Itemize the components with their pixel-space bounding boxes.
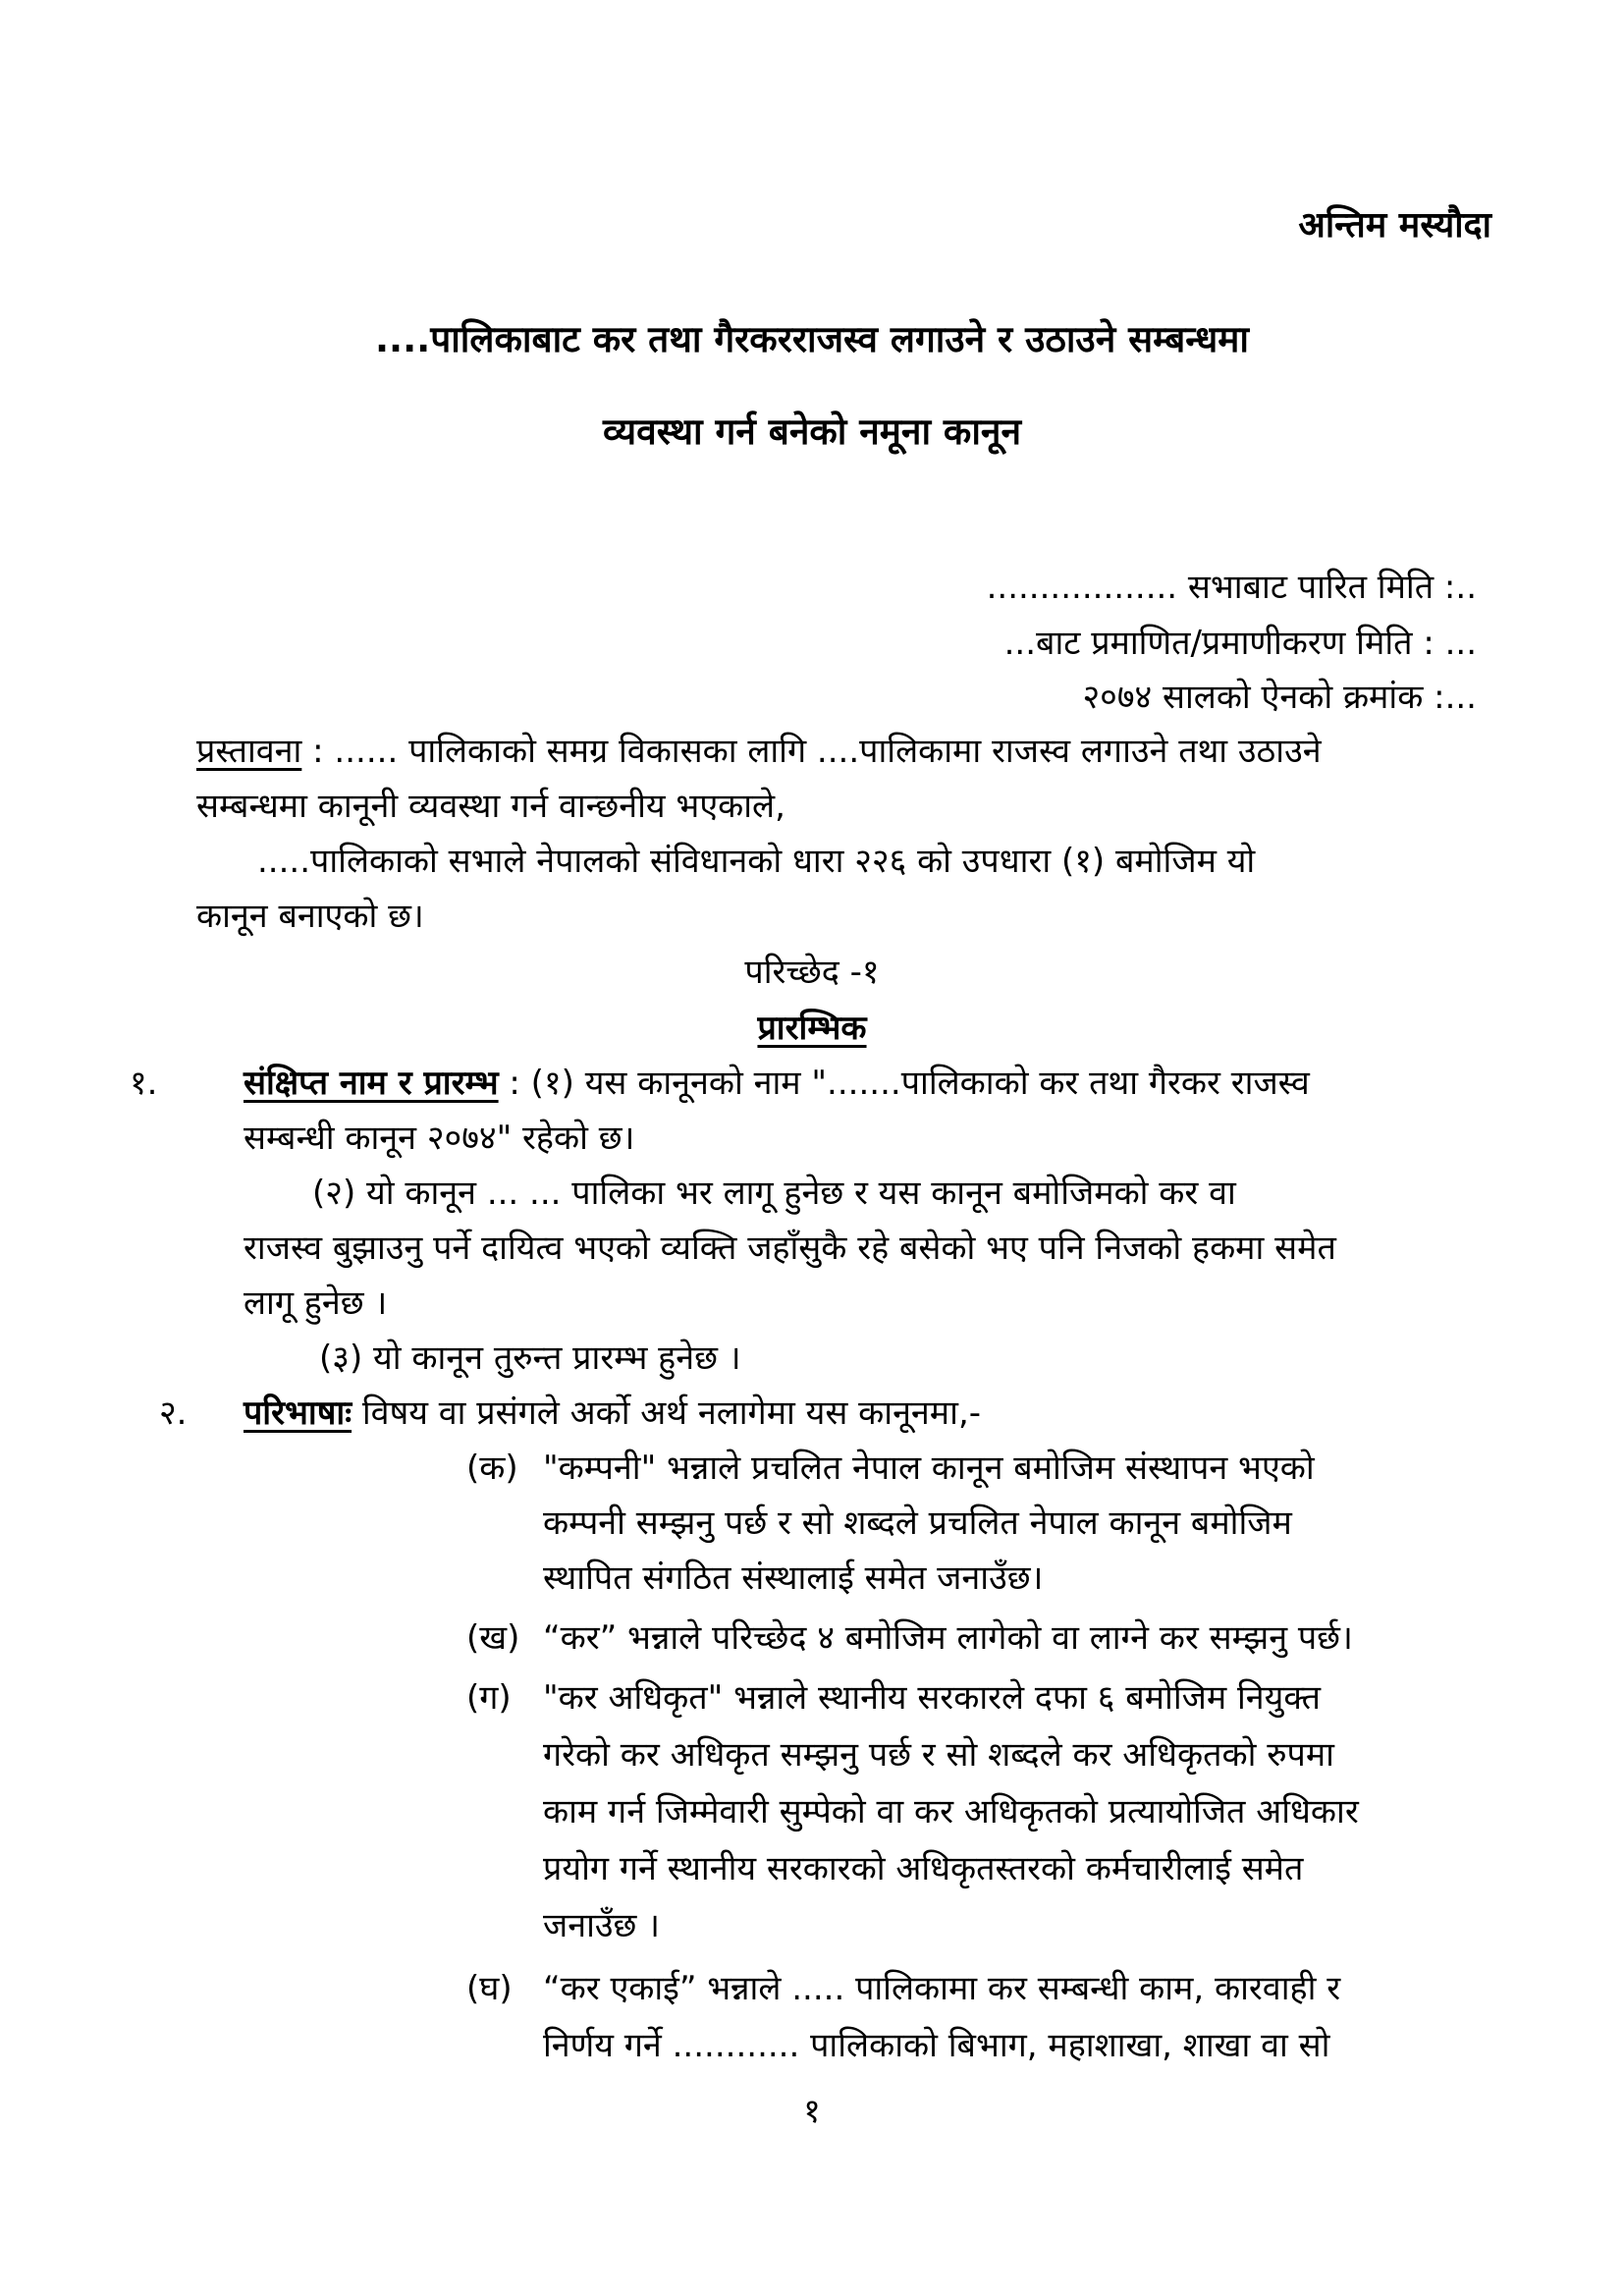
- clause-ka-label: (क): [466, 1449, 518, 1488]
- clause-ka-line: स्थापित संगठित संस्थालाई समेत जनाउँछ।: [543, 1558, 1044, 1598]
- title-line-2: व्यवस्था गर्न बनेको नमूना कानून: [603, 410, 1021, 453]
- passed-date: .................. सभाबाट पारित मिति :..: [986, 568, 1477, 607]
- clause-gha-line: “कर एकाई” भन्नाले ..... पालिकामा कर सम्बन्धी काम, कारवाही र: [543, 1969, 1341, 2008]
- preamble-line-4: कानून बनाएको छ।: [196, 897, 424, 936]
- section-1-sub2-line-2: राजस्व बुझाउनु पर्ने दायित्व भएको व्यक्ति जहाँसुकै रहे बसेको भए पनि निजको हकमा समेत: [244, 1229, 1336, 1268]
- clause-ga-line: प्रयोग गर्ने स्थानीय सरकारको अधिकृतस्तरको कर्मचारीलाई समेत: [543, 1849, 1304, 1888]
- section-2-intro: विषय वा प्रसंगले अर्को अर्थ नलागेमा यस कानूनमा,-: [352, 1394, 982, 1433]
- preamble-text-1: : ...... पालिकाको समग्र विकासका लागि ....पालिकामा राजस्व लगाउने तथा उठाउने: [301, 732, 1322, 771]
- preamble-line-2: सम्बन्धमा कानूनी व्यवस्था गर्न वान्छनीय भएकाले,: [196, 787, 785, 826]
- preamble-line-3: .....पालिकाको सभाले नेपालको संविधानको धारा २२६ को उपधारा (१) बमोजिम यो: [257, 842, 1256, 881]
- document-status: अन्तिम मस्यौदा: [1298, 205, 1491, 246]
- section-1-heading: संक्षिप्त नाम र प्रारम्भ: [244, 1064, 499, 1103]
- section-1-sub2-line-3: लागू हुनेछ ।: [244, 1284, 388, 1323]
- act-number: २०७४ सालको ऐनको क्रमांक :...: [1082, 678, 1477, 717]
- certified-date: ...बाट प्रमाणित/प्रमाणीकरण मिति : ...: [1003, 624, 1477, 663]
- clause-ga-label: (ग): [466, 1678, 512, 1718]
- section-1-number: १.: [130, 1064, 158, 1103]
- section-2-heading: परिभाषाः: [244, 1394, 352, 1433]
- clause-ka-line: कम्पनी सम्झनु पर्छ र सो शब्दले प्रचलित नेपाल कानून बमोजिम: [543, 1503, 1292, 1543]
- clause-kha-line: “कर” भन्नाले परिच्छेद ४ बमोजिम लागेको वा लाग्ने कर सम्झनु पर्छ।: [543, 1618, 1353, 1658]
- clause-gha-label: (घ): [466, 1969, 513, 2008]
- chapter-number: परिच्छेद -१: [744, 953, 880, 992]
- clause-ga-line: "कर अधिकृत" भन्नाले स्थानीय सरकारले दफा ६ बमोजिम नियुक्त: [543, 1678, 1321, 1718]
- title-line-1: ....पालिकाबाट कर तथा गैरकरराजस्व लगाउने र उठाउने सम्बन्धमा: [374, 318, 1250, 360]
- chapter-title: प्रारम्भिक: [757, 1009, 867, 1048]
- clause-ga-line: काम गर्न जिम्मेवारी सुम्पेको वा कर अधिकृतको प्रत्यायोजित अधिकार: [543, 1792, 1359, 1831]
- section-1-line-1: [244, 1059, 1310, 1108]
- section-2-number: २.: [159, 1394, 188, 1433]
- preamble-line-1: [196, 727, 1322, 776]
- clause-ga-line: गरेको कर अधिकृत सम्झनु पर्छ र सो शब्दले कर अधिकृतको रुपमा: [543, 1735, 1334, 1775]
- section-1-sub2-line-1: (२) यो कानून ... ... पालिका भर लागू हुनेछ र यस कानून बमोजिमको कर वा: [312, 1174, 1236, 1213]
- clause-ga-line: जनाउँछ ।: [543, 1906, 661, 1945]
- section-1-text-1: : (१) यस कानूनको नाम ".......पालिकाको कर तथा गैरकर राजस्व: [498, 1064, 1310, 1103]
- clause-kha-label: (ख): [466, 1618, 520, 1658]
- section-2-line-1: [244, 1389, 981, 1438]
- preamble-label: प्रस्तावना: [196, 732, 302, 771]
- section-1-sub3: (३) यो कानून तुरुन्त प्रारम्भ हुनेछ ।: [319, 1339, 741, 1378]
- section-1-line-2: सम्बन्धी कानून २०७४" रहेको छ।: [244, 1119, 635, 1158]
- page-number: १: [803, 2092, 821, 2131]
- clause-gha-line: निर्णय गर्ने ............ पालिकाको बिभाग, महाशाखा, शाखा वा सो: [543, 2026, 1330, 2065]
- clause-ka-line: "कम्पनी" भन्नाले प्रचलित नेपाल कानून बमोजिम संस्थापन भएको: [543, 1449, 1315, 1488]
